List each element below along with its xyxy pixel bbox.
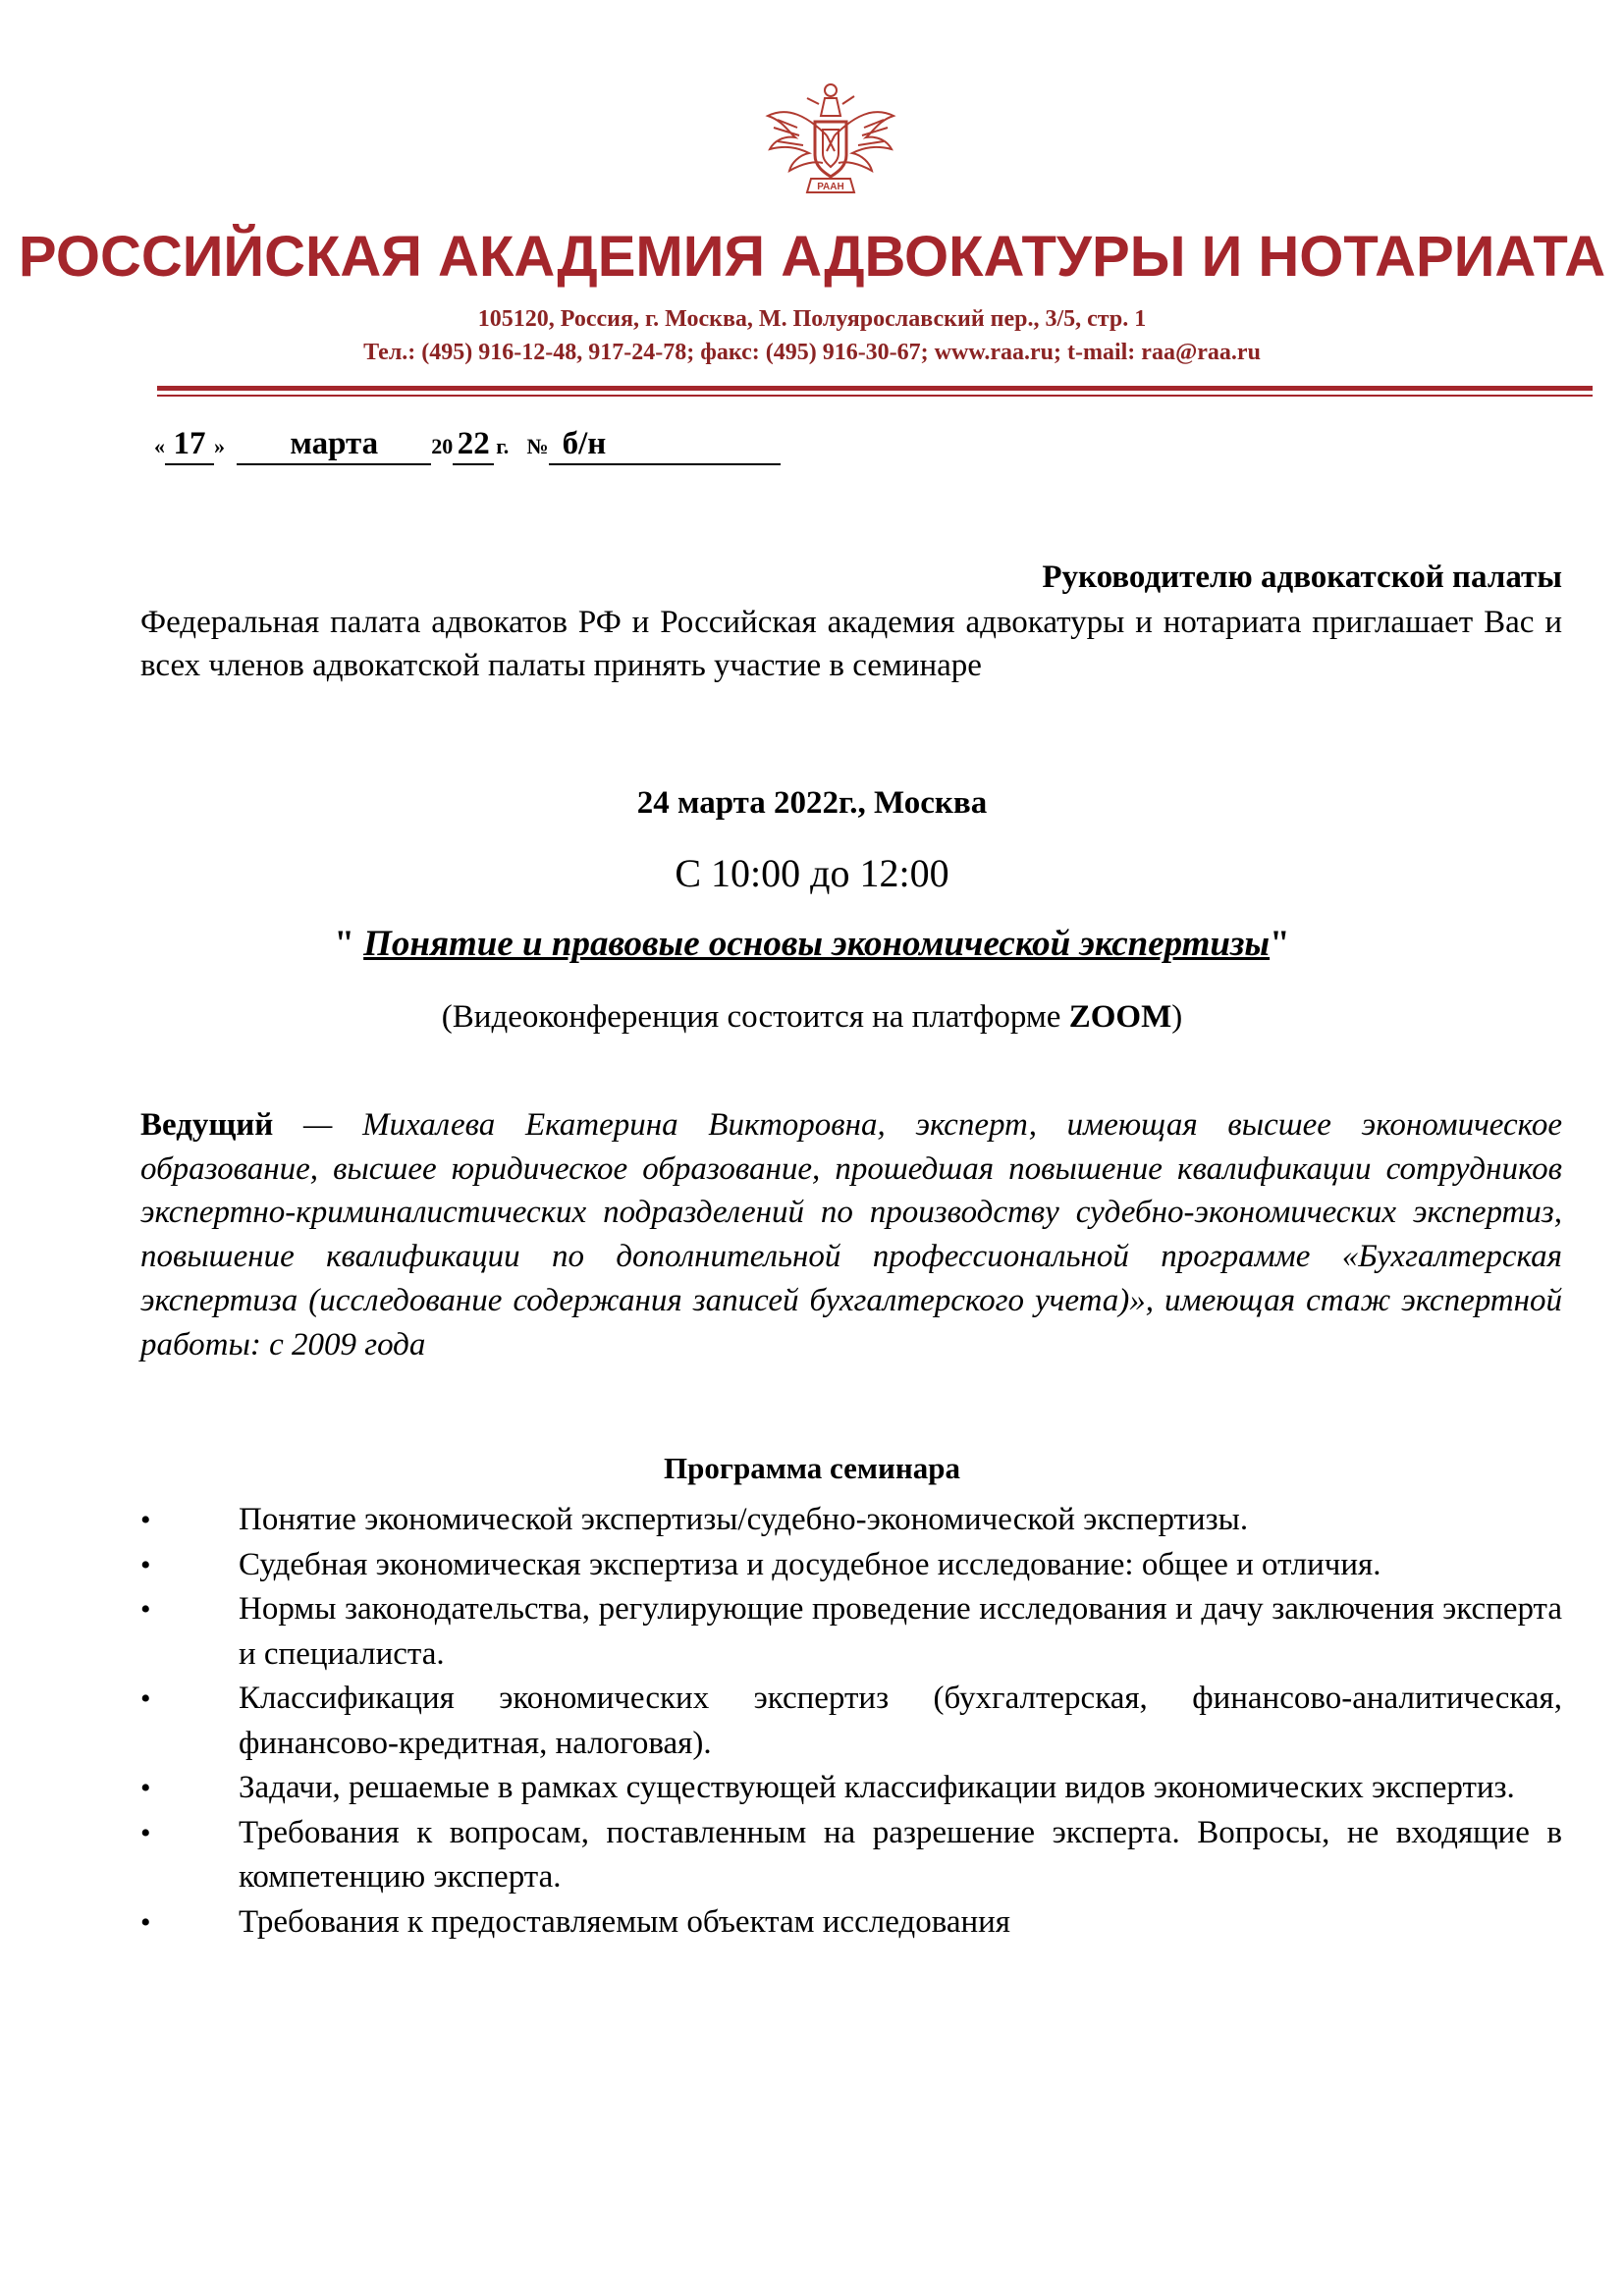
platform-name: ZOOM (1068, 999, 1172, 1035)
date-open-quote: « (154, 434, 165, 458)
number-sign: № (526, 434, 549, 458)
program-list (140, 1498, 1562, 1945)
invitation-text: Федеральная палата адвокатов РФ и Российская академия адвокатуры и нотариата приглашает Вас и всех членов адвокатской палаты принять участие в семинаре (140, 605, 1562, 683)
list-item (140, 1587, 1562, 1677)
bullet: • (140, 1593, 151, 1626)
seminar-title-text: Понятие и правовые основы экономической экспертизы (363, 924, 1271, 964)
date-day: 17 (165, 424, 214, 465)
title-open-quote: " (334, 924, 364, 964)
program-item-text: Классификация экономических экспертиз (бухгалтерская, финансово-аналитическая, финансово-кредитная, налоговая). (239, 1681, 1562, 1761)
program-item-text: Судебная экономическая экспертиза и досудебное исследование: общее и отличия. (239, 1546, 1381, 1582)
presenter-info (140, 1103, 1562, 1366)
letterhead-rule-thin (157, 395, 1593, 397)
bullet: • (140, 1682, 151, 1715)
program-item-text: Нормы законодательства, регулирующие проведение исследования и дачу заключения эксперта и специалиста. (239, 1591, 1562, 1672)
raan-emblem-icon (758, 77, 903, 198)
platform-suffix: ) (1171, 999, 1183, 1035)
date-close-quote: » (214, 434, 225, 458)
bullet: • (140, 1816, 151, 1849)
bullet: • (140, 1548, 151, 1581)
date-year-abbr: г. (496, 434, 510, 458)
date-year-suffix: 22 (453, 424, 494, 465)
presenter-text: Михалева Екатерина Викторовна, эксперт, имеющая высшее экономическое образование, высшее юридическое образование, прошедшая повышение квалификации сотрудников экспертно-криминалистических подразделений по производству судебно-экономических экспертиз, повышение квалификации по дополнительной профессиональной программе «Бухгалтерская экспертиза (исследование содержания записей бухгалтерского учета)», имеющая стаж экспертной работы: с 2009 года (140, 1107, 1562, 1362)
bullet: • (140, 1504, 151, 1536)
bullet: • (140, 1905, 151, 1939)
program-item-text: Требования к предоставляемым объектам исследования (239, 1903, 1010, 1940)
platform-prefix: (Видеоконференция состоится на платформе (441, 999, 1069, 1035)
event-date-place: 24 марта 2022г., Москва (636, 785, 988, 821)
list-item (140, 1766, 1562, 1811)
date-year-prefix: 20 (431, 434, 454, 458)
date-month: марта (237, 424, 431, 465)
event-time: С 10:00 до 12:00 (675, 851, 949, 895)
organization-address: 105120, Россия, г. Москва, М. Полуярославский пер., 3/5, стр. 1 (477, 306, 1147, 332)
program-item-text: Понятие экономической экспертизы/судебно-экономической экспертизы. (239, 1502, 1249, 1537)
list-item (140, 1543, 1562, 1588)
list-item (140, 1900, 1562, 1946)
platform-note (0, 999, 1624, 1036)
program-title: Программа семинара (664, 1451, 960, 1485)
program-item-text: Задачи, решаемые в рамках существующей классификации видов экономических экспертиз. (239, 1770, 1515, 1805)
organization-name: РОССИЙСКАЯ АКАДЕМИЯ АДВОКАТУРЫ И НОТАРИАТА (18, 225, 1606, 289)
list-item (140, 1811, 1562, 1900)
list-item (140, 1677, 1562, 1766)
presenter-label: Ведущий (140, 1107, 274, 1143)
list-item (140, 1498, 1562, 1543)
bullet: • (140, 1772, 151, 1804)
addressee: Руководителю адвокатской палаты (1042, 560, 1562, 595)
program-item-text: Требования к вопросам, поставленным на разрешение эксперта. Вопросы, не входящие в компетенцию эксперта. (239, 1814, 1562, 1895)
logo-text: РААН (817, 182, 844, 192)
letterhead-rule-thick (157, 386, 1593, 391)
seminar-title (0, 923, 1624, 965)
document-date-line (154, 424, 781, 465)
presenter-dash: — (273, 1107, 363, 1143)
document-number: б/н (549, 424, 781, 465)
organization-contacts: Тел.: (495) 916-12-48, 917-24-78; факс: (495) 916-30-67; www.raa.ru; t-mail: raa@raa.ru (363, 340, 1261, 365)
title-close-quote: " (1270, 924, 1290, 964)
